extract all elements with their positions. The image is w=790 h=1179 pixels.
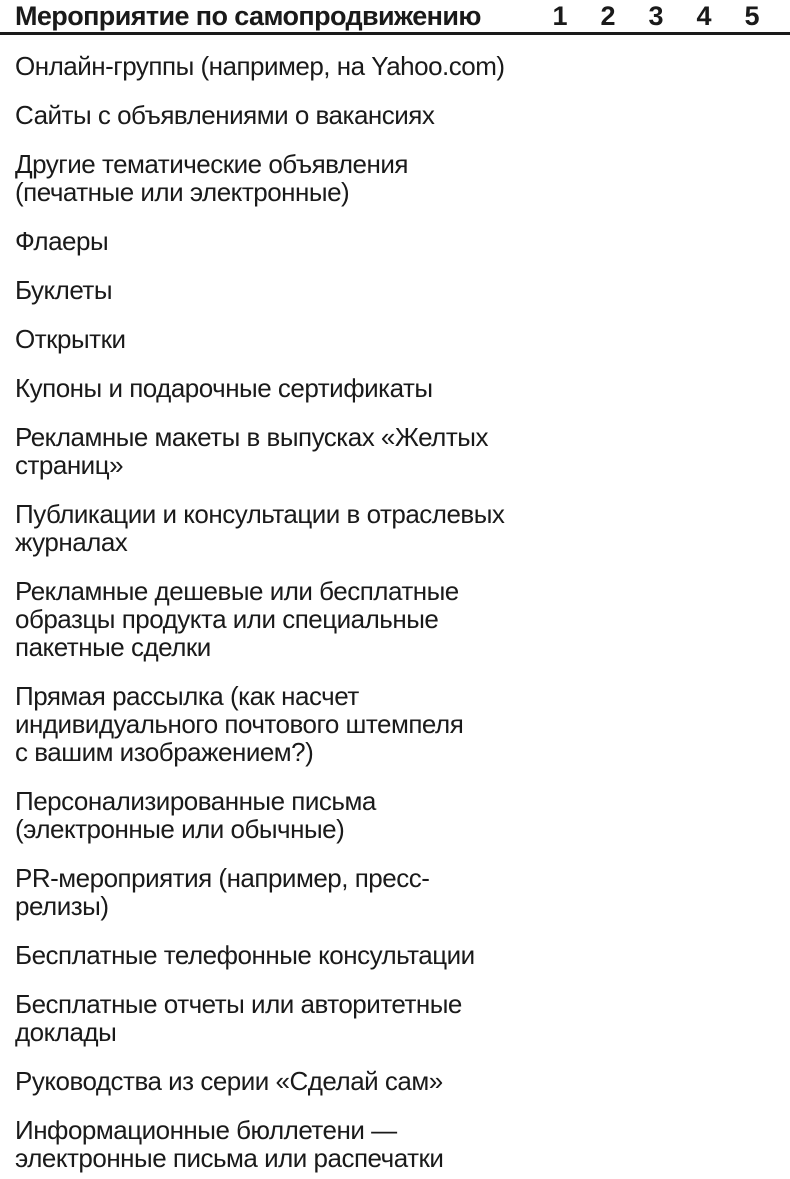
scale-column-4: 4 (696, 1, 712, 31)
activity-line: Персонализированные письма (15, 786, 376, 816)
activity-line: Буклеты (15, 275, 113, 305)
activity-cell (15, 325, 790, 353)
table-row (0, 1067, 790, 1095)
table-row (0, 990, 790, 1046)
activity-cell (15, 101, 790, 129)
activity-line: (электронные или обычные) (15, 814, 345, 844)
activity-line: Открытки (15, 324, 126, 354)
activity-line: Рекламные дешевые или бесплатные (15, 576, 459, 606)
table-row (0, 864, 790, 920)
table-row (0, 682, 790, 766)
activity-line: Информационные бюллетени — (15, 1115, 397, 1145)
activity-line: Прямая рассылка (как насчет (15, 681, 359, 711)
table-row (0, 227, 790, 255)
activity-cell (15, 682, 790, 766)
activity-line: индивидуального почтового штемпеля (15, 709, 464, 739)
activity-line: (печатные или электронные) (15, 177, 350, 207)
table-body (0, 35, 790, 1172)
activity-line: релизы) (15, 891, 109, 921)
activity-line: Онлайн-группы (например, на Yahoo.com) (15, 51, 505, 81)
activity-line: Рекламные макеты в выпусках «Желтых (15, 422, 488, 452)
activity-cell (15, 500, 790, 556)
table-row (0, 325, 790, 353)
header-rating-scale (536, 1, 776, 31)
activity-line: журналах (15, 527, 128, 557)
activity-cell (15, 52, 790, 80)
activity-line: пакетные сделки (15, 632, 211, 662)
activity-cell (15, 423, 790, 479)
activity-line: страниц» (15, 450, 124, 480)
activity-line: образцы продукта или специальные (15, 604, 439, 634)
table-row (0, 500, 790, 556)
scale-column-2: 2 (600, 1, 616, 31)
table-row (0, 577, 790, 661)
activity-cell (15, 374, 790, 402)
activity-line: PR-мероприятия (например, пресс- (15, 863, 430, 893)
activity-cell (15, 1067, 790, 1095)
table-row (0, 787, 790, 843)
activity-line: Сайты с объявлениями о вакансиях (15, 100, 435, 130)
activity-line: Купоны и подарочные сертификаты (15, 373, 433, 403)
table-row (0, 150, 790, 206)
activity-cell (15, 1116, 790, 1172)
activity-line: Флаеры (15, 226, 109, 256)
header-activity-label: Мероприятие по самопродвижению (15, 1, 481, 31)
activity-line: Другие тематические объявления (15, 149, 408, 179)
activity-cell (15, 787, 790, 843)
activity-line: Публикации и консультации в отраслевых (15, 499, 505, 529)
activity-cell (15, 150, 790, 206)
scale-column-3: 3 (648, 1, 664, 31)
activity-line: Бесплатные отчеты или авторитетные (15, 989, 462, 1019)
activity-line: электронные письма или распечатки (15, 1143, 444, 1173)
activity-cell (15, 577, 790, 661)
scale-column-1: 1 (552, 1, 568, 31)
activity-line: с вашим изображением?) (15, 737, 314, 767)
table-header (0, 0, 790, 32)
activity-cell (15, 227, 790, 255)
table-row (0, 941, 790, 969)
activity-line: Бесплатные телефонные консультации (15, 940, 475, 970)
table-row (0, 52, 790, 80)
activity-line: доклады (15, 1017, 117, 1047)
table-row (0, 374, 790, 402)
table-row (0, 276, 790, 304)
activity-cell (15, 276, 790, 304)
activity-cell (15, 990, 790, 1046)
activity-cell (15, 864, 790, 920)
activity-line: Руководства из серии «Сделай сам» (15, 1066, 443, 1096)
scale-column-5: 5 (744, 1, 760, 31)
table-row (0, 101, 790, 129)
activity-cell (15, 941, 790, 969)
table-row (0, 1116, 790, 1172)
table-row (0, 423, 790, 479)
